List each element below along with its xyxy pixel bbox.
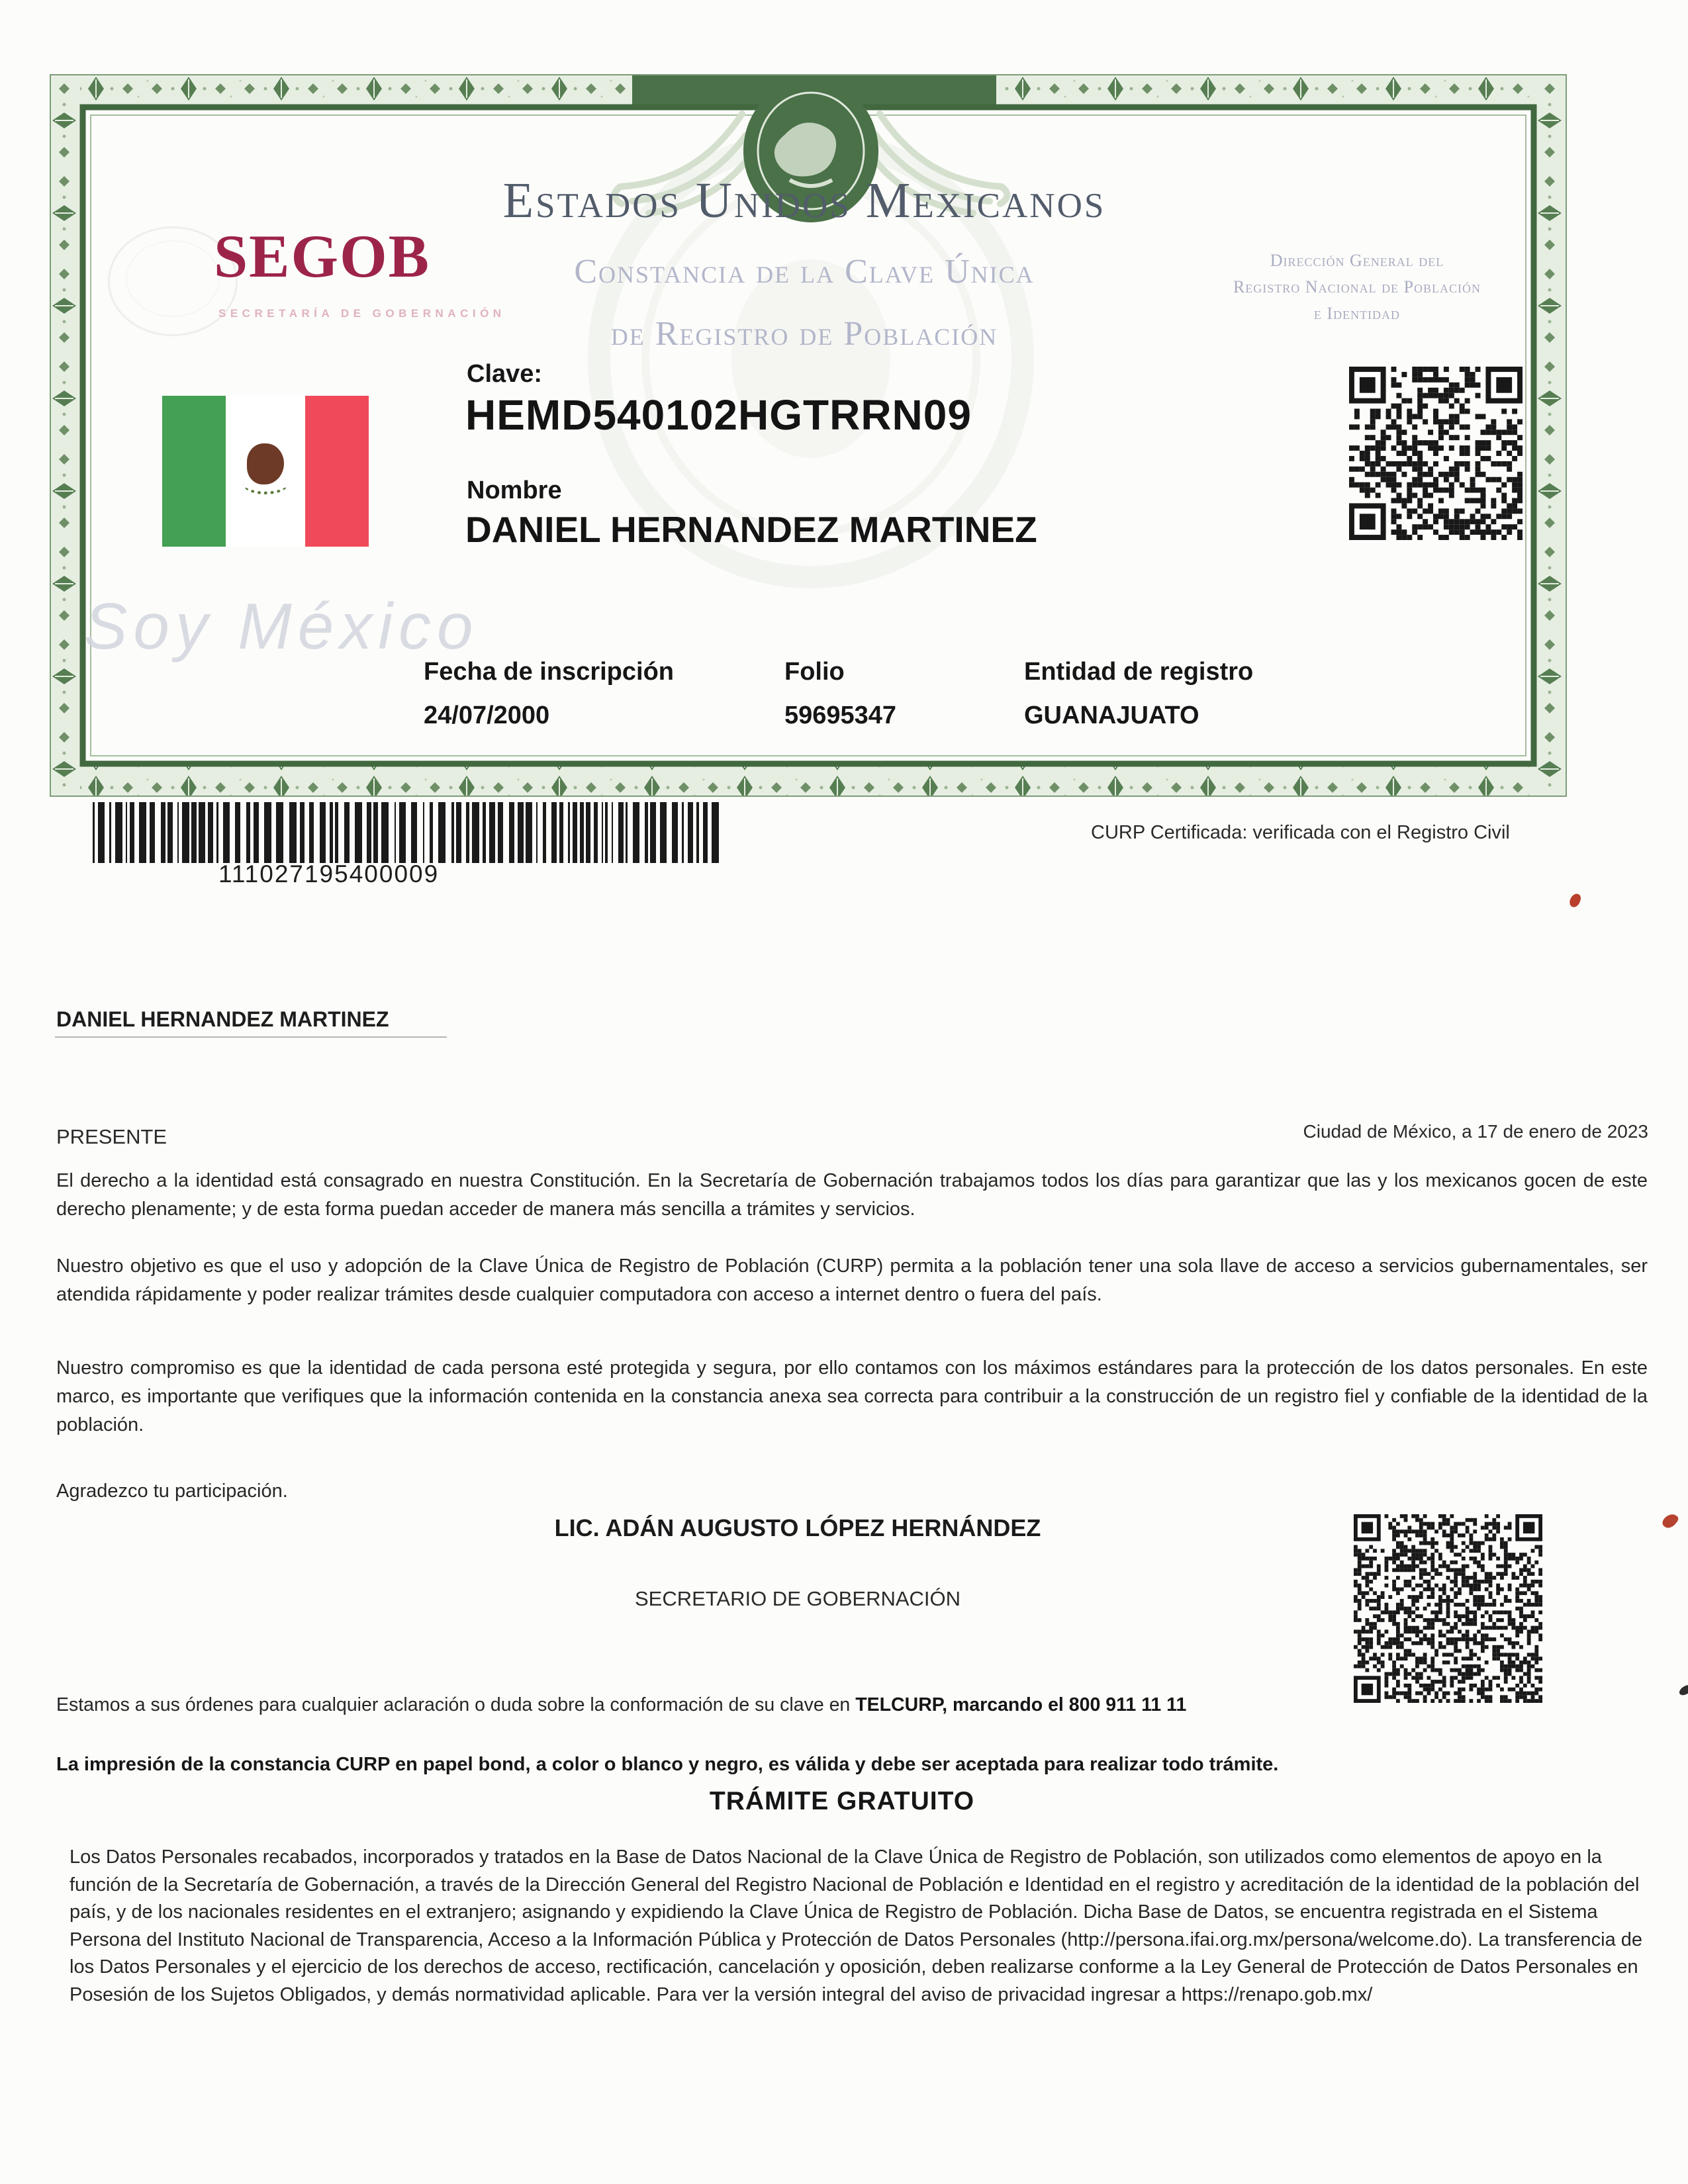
- mexico-flag-icon: [162, 396, 369, 547]
- red-ink-mark-2: [1660, 1511, 1679, 1531]
- certificate-title: Estados Unidos Mexicanos: [502, 173, 1106, 228]
- contact-line-text: Estamos a sus órdenes para cualquier aclaración o duda sobre la conformación de su clave en: [56, 1694, 856, 1715]
- signatory-name: LIC. ADÁN AUGUSTO LÓPEZ HERNÁNDEZ: [554, 1514, 1041, 1541]
- scan-line-artifact: [55, 1036, 447, 1038]
- barcode-number: 111027195400009: [218, 860, 440, 887]
- entidad-registro-value: GUANAJUATO: [1024, 702, 1199, 729]
- letter-paragraph-1: El derecho a la identidad está consagrado en nuestra Constitución. En la Secretaría de Gobernación trabajamos todos los días para garantizar que las y los mexicanos gocen de este derecho plenamente; y de esta forma puedan acceder de manera más sencilla a trámites y servicios.: [56, 1170, 1648, 1220]
- privacy-notice-paragraph: Los Datos Personales recabados, incorporados y tratados en la Base de Datos Nacional de la Clave Única de Registro de Población, son utilizados como elementos de apoyo en la función de la Secretaría de Gobernación, a través de la Dirección General del Registro Nacional de Población e Identidad en el registro y acreditación de la identidad de la población del país, y de los nacionales residentes en el extranjero; asignando y expidiendo la Clave Única de Registro de Población. Dicha Base de Datos, se encuentra registrada en el Sistema Persona del Instituto Nacional de Transparencia, Acceso a la Información Pública y Protección de Datos Personales (http://persona.ifai.org.mx/persona/welcome.do). La transferencia de los Datos Personales y el ejercicio de los derechos de acceso, rectificación, cancelación y oposición, deben realizarse conforme a la Ley General de Protección de Datos Personales en Posesión de los Sujetos Obligados, y demás normatividad aplicable. Para ver la versión integral del aviso de privacidad ingresar a https://renapo.gob.mx/: [70, 1846, 1643, 2005]
- letter-date: Ciudad de México, a 17 de enero de 2023: [1303, 1121, 1648, 1142]
- letter-recipient: DANIEL HERNANDEZ MARTINEZ: [56, 1007, 389, 1031]
- dark-ink-mark: [1677, 1684, 1688, 1697]
- fecha-inscripcion-value: 24/07/2000: [424, 702, 550, 729]
- curp-certificate: [50, 74, 1567, 797]
- flag-green-band: [162, 396, 226, 547]
- letter-paragraph-3: Nuestro compromiso es que la identidad de cada persona esté protegida y segura, por ello contamos con los máximos estándares para la protección de los datos personales. En este marco, es importante que verifiques que la información contenida en la constancia anexa sea correcta para contribuir a la construcción de un registro fiel y confiable de la identidad de la población.: [56, 1357, 1648, 1435]
- certificate-subtitle-line1: Constancia de la Clave Única: [574, 253, 1035, 291]
- letter-paragraph-2: Nuestro objetivo es que el uso y adopción de la Clave Única de Registro de Población (CURP) permita a la población tener una sola llave de acceso a servicios gubernamentales, ser atendida rápidamente y poder realizar trámites desde cualquier computadora con acceso a internet dentro o fuera del país.: [56, 1255, 1648, 1305]
- presente-label: PRESENTE: [56, 1125, 167, 1148]
- contact-line-phone: TELCURP, marcando el 800 911 11 11: [855, 1694, 1187, 1715]
- folio-label: Folio: [784, 658, 845, 686]
- contact-line: [56, 1694, 1648, 1716]
- barcode: [93, 802, 722, 863]
- certificate-subtitle: [407, 241, 1201, 365]
- flag-red-band: [305, 396, 369, 547]
- nombre-value: DANIEL HERNANDEZ MARTINEZ: [465, 509, 1037, 550]
- direction-general-block: [1195, 248, 1519, 327]
- folio-value: 59695347: [784, 702, 897, 729]
- certificate-subtitle-line2: de Registro de Población: [610, 315, 998, 353]
- nombre-label: Nombre: [467, 477, 562, 504]
- segob-logo: SEGOB: [214, 222, 431, 290]
- letter-closing: Agradezco tu participación.: [56, 1480, 288, 1502]
- flag-laurel-icon: [243, 474, 288, 494]
- curp-certified-note: CURP Certificada: verificada con el Registro Civil: [1091, 822, 1510, 843]
- red-ink-mark: [1568, 892, 1582, 909]
- qr-code-top-icon: [1349, 367, 1523, 540]
- segob-tagline: SECRETARÍA DE GOBERNACIÓN: [218, 307, 506, 320]
- clave-value: HEMD540102HGTRRN09: [465, 391, 972, 439]
- qr-code-bottom-icon: [1354, 1514, 1542, 1703]
- fecha-inscripcion-label: Fecha de inscripción: [424, 658, 674, 686]
- soy-mexico-watermark: Soy México: [84, 590, 479, 662]
- entidad-registro-label: Entidad de registro: [1024, 658, 1254, 686]
- direction-line3: e Identidad: [1313, 304, 1401, 323]
- print-validity-notice: La impresión de la constancia CURP en papel bond, a color o blanco y negro, es válida y debe ser aceptada para realizar todo trámite.: [56, 1754, 1279, 1775]
- free-procedure-notice: TRÁMITE GRATUITO: [709, 1787, 975, 1815]
- signatory-title: SECRETARIO DE GOBERNACIÓN: [634, 1587, 961, 1610]
- direction-line1: Dirección General del: [1270, 251, 1444, 270]
- direction-line2: Registro Nacional de Población: [1233, 277, 1481, 296]
- clave-label: Clave:: [467, 360, 543, 388]
